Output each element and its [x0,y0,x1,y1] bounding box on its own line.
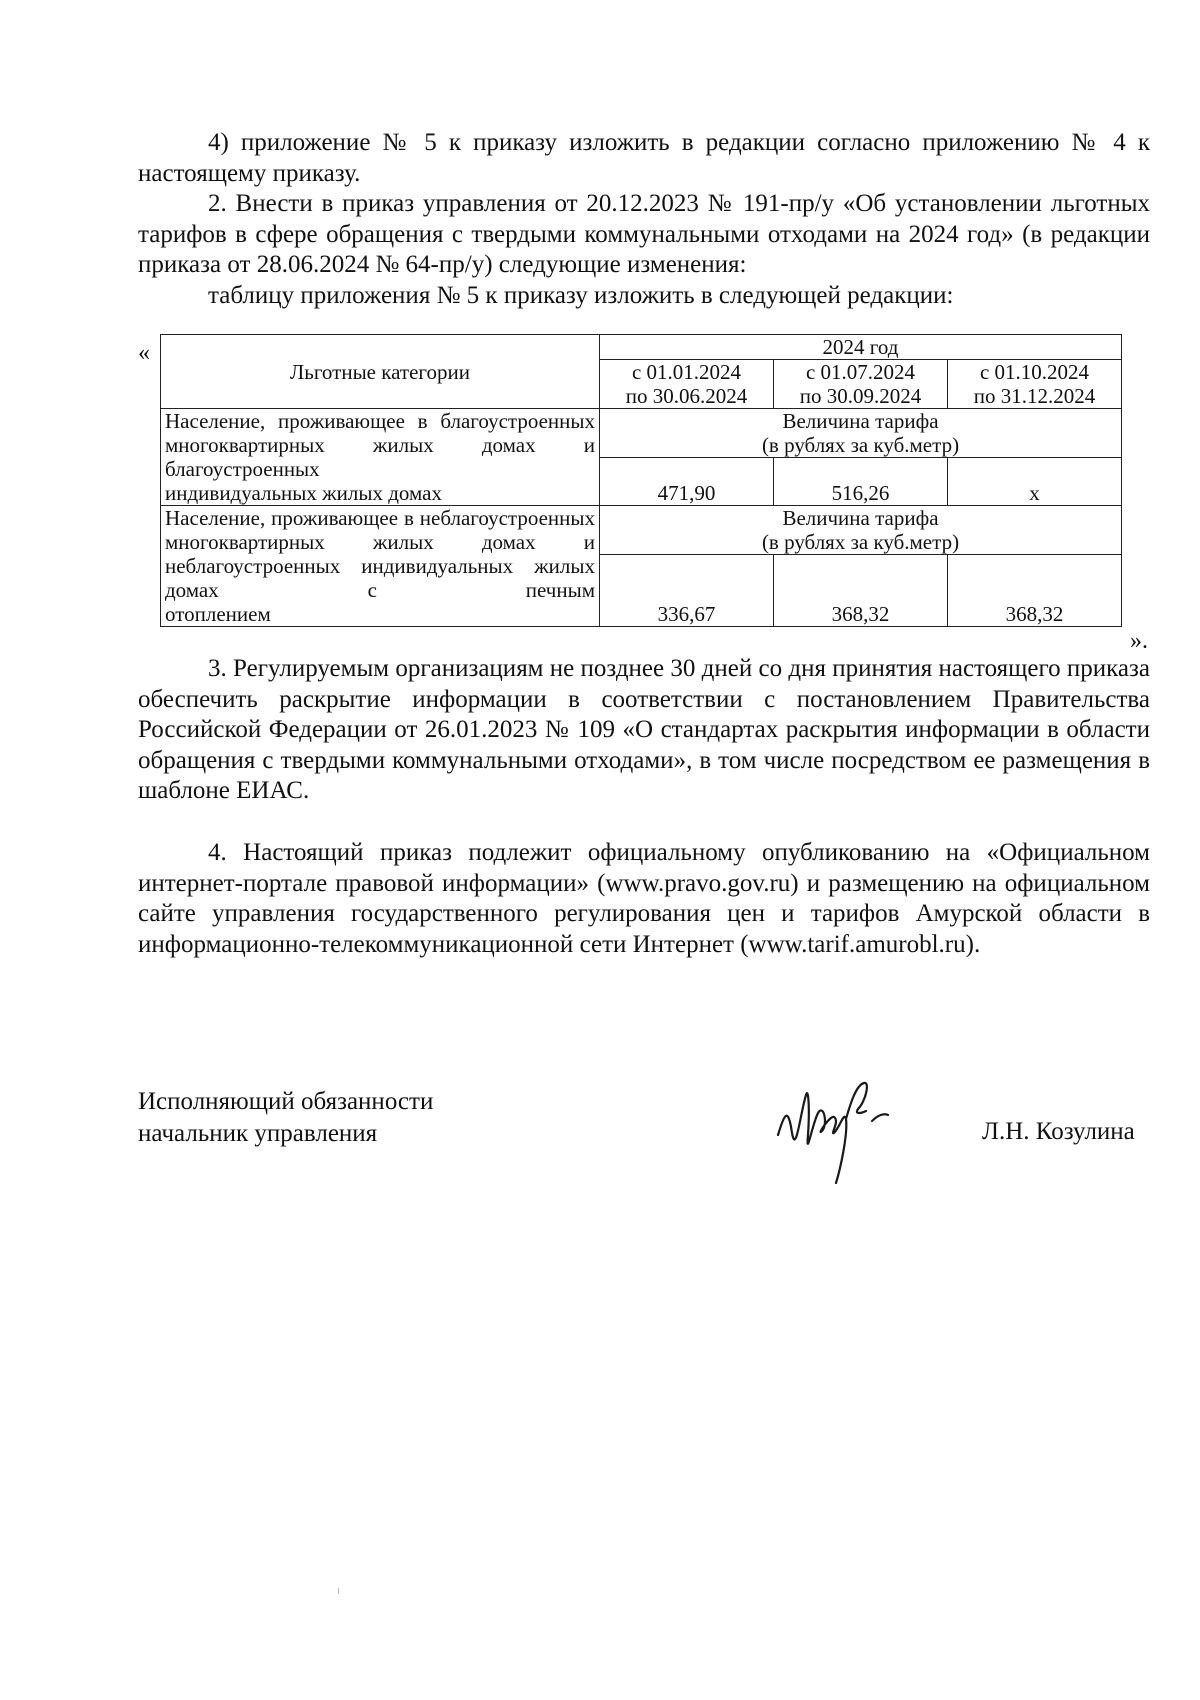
category-header: Льготные категории [161,335,600,409]
paragraph-table-intro: таблицу приложения № 5 к приказу изложить в следующей редакции: [208,282,954,309]
unit-label: Величина тарифа (в рублях за куб.метр) [600,506,1122,555]
period-header: с 01.07.2024 по 30.09.2024 [774,360,948,409]
paragraph-section-2: 2. Внести в приказ управления от 20.12.2023 № 191-пр/у «Об установлении льготных тарифов в сфере обращения с твердыми коммунальными отходами на 2024 год» (в редакции приказа от 28.06.2024 № 64-пр/у) следующие изменения: [138,190,1150,278]
tariff-value: 368,32 [774,555,948,627]
category-cell: Население, проживающее в благоустроенных многоквартирных жилых домах и благоустроенных индивидуальных жилых домах [161,409,600,506]
tariff-value: 336,67 [600,555,774,627]
unit-label: Величина тарифа (в рублях за куб.метр) [600,409,1122,458]
paragraph-section-3: 3. Регулируемым организациям не позднее 30 дней со дня принятия настоящего приказа обеспечить раскрытие информации в соответствии с постановлением Правительства Российской Федерации от 26.01.2023 № 109 «О стандартах раскрытия информации в области обращения с твердыми коммунальными отходами», в том числе посредством ее размещения в шаблоне ЕИАС. [138,655,1150,804]
scan-speck [338,1588,339,1594]
tariff-value: х [948,458,1122,506]
table-open-quote: « [138,340,150,366]
tariff-value: 471,90 [600,458,774,506]
table-close-quote: ». [1130,628,1148,654]
period-header: с 01.01.2024 по 30.06.2024 [600,360,774,409]
handwritten-signature [770,1075,920,1185]
year-header: 2024 год [600,335,1122,360]
tariff-value: 368,32 [948,555,1122,627]
signer-name: Л.Н. Козулина [982,1118,1135,1145]
signer-position: Исполняющий обязанности начальник управления [138,1088,434,1147]
tariff-table [160,334,1122,627]
paragraph-item-4: 4) приложение № 5 к приказу изложить в редакции согласно приложению № 4 к настоящему приказу. [138,129,1150,187]
category-cell: Население, проживающее в неблагоустроенных многоквартирных жилых домах и неблагоустроенных индивидуальных жилых домах с печным отоплением [161,506,600,627]
paragraph-section-4: 4. Настоящий приказ подлежит официальному опубликованию на «Официальном интернет-портале правовой информации» (www.pravo.gov.ru) и размещению на официальном сайте управления государственного регулирования цен и тарифов Амурской области в информационно-телекоммуникационной сети Интернет (www.tarif.amurobl.ru). [138,839,1150,958]
tariff-value: 516,26 [774,458,948,506]
period-header: с 01.10.2024 по 31.12.2024 [948,360,1122,409]
